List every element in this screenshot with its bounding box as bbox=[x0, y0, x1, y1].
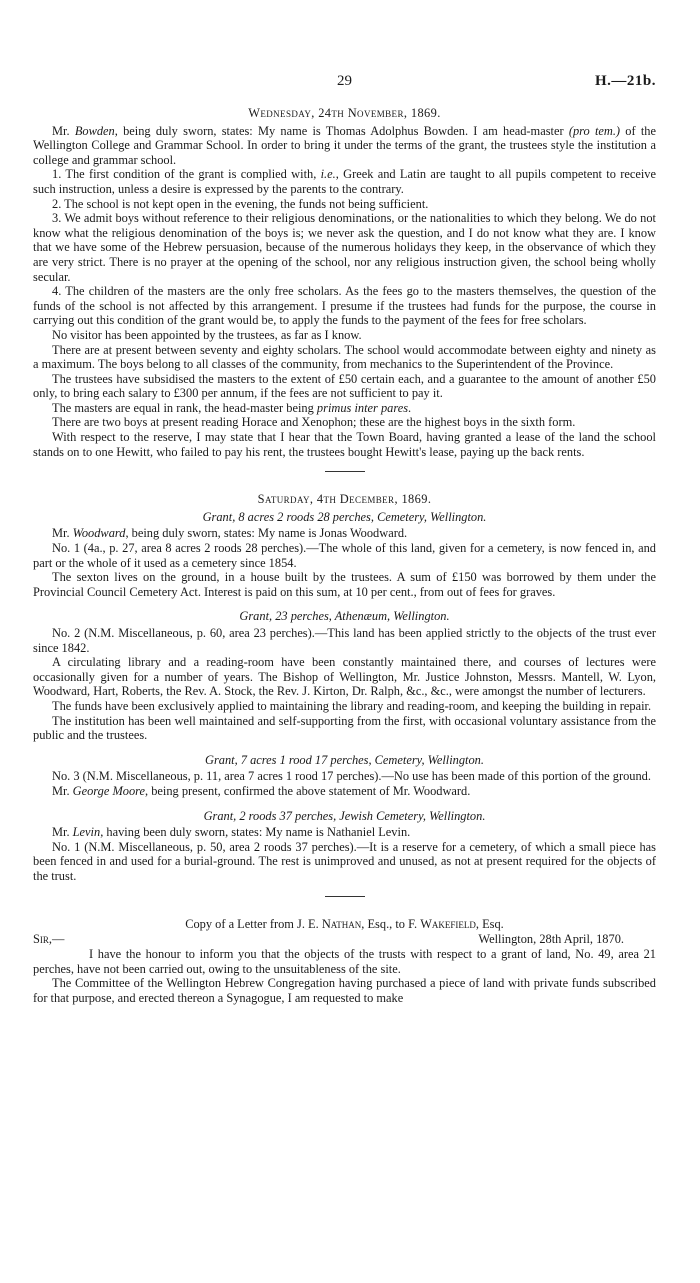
letter-salutation: Sir,— bbox=[33, 932, 65, 947]
section-divider bbox=[325, 896, 365, 897]
grant-heading: Grant, 2 roods 37 perches, Jewish Cemetery, Wellington. bbox=[203, 808, 486, 823]
paragraph: The sexton lives on the ground, in a house built by the trustees. A sum of £150 was borrowed by them under the Provincial Council Cemetery Act. Interest is paid on this sum, at 10 per cent., from out of fees for graves. bbox=[33, 570, 656, 599]
paragraph: No. 1 (4a., p. 27, area 8 acres 2 roods 28 perches).—The whole of this land, given for a cemetery, is now fenced in, and part or the whole of it used as a cemetery since 1854. bbox=[33, 541, 656, 570]
letter-title: Copy of a Letter from J. E. Nathan, Esq., to F. Wakefield, Esq. bbox=[185, 916, 504, 931]
paragraph: Mr. George Moore, being present, confirmed the above statement of Mr. Woodward. bbox=[52, 783, 471, 798]
cemetery-testimony bbox=[33, 526, 656, 599]
paragraph: The masters are equal in rank, the head-master being primus inter pares. bbox=[52, 400, 412, 415]
paragraph: 4. The children of the masters are the only free scholars. As the fees go to the masters themselves, the question of the funds of the school is not affected by this arrangement. I presume if the trustees had funds for the purpose, the course in carrying out this condition of the grant would be, to apply the funds to the payment of the fees for free scholars. bbox=[33, 284, 656, 328]
paragraph: A circulating library and a reading-room have been constantly maintained there, and courses of lectures were occasionally given for a number of years. The Bishop of Wellington, Mr. Justice Johnston, Messrs. Mantell, W. Lyon, Woodward, Hart, Roberts, the Rev. A. Stock, the Rev. J. Kirton, Dr. Ralph, &c., &c., were amongst the number of lecturers. bbox=[33, 655, 656, 699]
page-header bbox=[33, 74, 656, 92]
letter-place-date: Wellington, 28th April, 1870. bbox=[478, 932, 624, 947]
session-date-heading: Saturday, 4th December, 1869. bbox=[257, 492, 432, 507]
paragraph: Mr. Woodward, being duly sworn, states: My name is Jonas Woodward. bbox=[52, 526, 408, 541]
paragraph: Mr. Bowden, being duly sworn, states: My name is Thomas Adolphus Bowden. I am head-master (pro tem.) of the Wellington College and Grammar School. In order to bring it under the terms of the grant, the trustees style the institution a college and grammar school. bbox=[33, 123, 657, 167]
bowden-testimony bbox=[33, 124, 656, 460]
section-divider bbox=[325, 471, 365, 472]
grant-heading: Grant, 8 acres 2 roods 28 perches, Cemetery, Wellington. bbox=[202, 509, 487, 524]
paragraph: No. 3 (N.M. Miscellaneous, p. 11, area 7 acres 1 rood 17 perches).—No use has been made of this portion of the ground. bbox=[52, 769, 651, 784]
document-code: H.—21b. bbox=[594, 73, 656, 89]
session-date-heading: Wednesday, 24th November, 1869. bbox=[248, 106, 441, 120]
grant-heading: Grant, 7 acres 1 rood 17 perches, Cemetery, Wellington. bbox=[205, 752, 484, 767]
paragraph: 2. The school is not kept open in the evening, the funds not being sufficient. bbox=[52, 196, 429, 211]
paragraph: There are at present between seventy and eighty scholars. The school would accommodate between eighty and ninety as a maximum. The boys belong to all classes of the community, from mechanics to the Superintendent of the Province. bbox=[33, 342, 656, 372]
letter-body bbox=[33, 947, 656, 1005]
page-number: 29 bbox=[337, 73, 352, 89]
paragraph: No. 2 (N.M. Miscellaneous, p. 60, area 23 perches).—This land has been applied strictly to the objects of the trust ever since 1842. bbox=[33, 626, 656, 655]
athenaeum-testimony bbox=[33, 626, 656, 743]
page-body bbox=[33, 106, 656, 1005]
grant-heading: Grant, 23 perches, Athenæum, Wellington. bbox=[239, 609, 450, 624]
paragraph: I have the honour to inform you that the objects of the trusts with respect to a grant of land, No. 49, area 21 perches, have not been carried out, owing to the unsuitableness of the site. bbox=[33, 947, 656, 976]
paragraph: No visitor has been appointed by the trustees, as far as I know. bbox=[52, 327, 362, 342]
jewish-cemetery-testimony bbox=[33, 825, 656, 883]
paragraph: Mr. Levin, having been duly sworn, states: My name is Nathaniel Levin. bbox=[52, 825, 411, 840]
paragraph: 3. We admit boys without reference to their religious denominations, or the nationalities to which they belong. We do not know what the religious denomination of the boys is; we never ask the question, and I do not know what they are. I know that we have some of the Hebrew persuasion, because of the numerous holidays they keep, in the observance of which they are very strict. There is no prayer at the opening of the school, nor any religious instruction given, the school being wholly secular. bbox=[33, 211, 656, 284]
paragraph: No. 1 (N.M. Miscellaneous, p. 50, area 2 roods 37 perches).—It is a reserve for a cemetery, of which a small piece has been fenced in and used for a burial-ground. The rest is unimproved and unused, as not at present required for the objects of the trust. bbox=[33, 839, 656, 883]
letter-header-line bbox=[33, 932, 656, 947]
paragraph: The Committee of the Wellington Hebrew Congregation having purchased a piece of land with private funds subscribed for that purpose, and erected thereon a Synagogue, I am requested to make bbox=[33, 976, 656, 1005]
paragraph: 1. The first condition of the grant is complied with, i.e., Greek and Latin are taught to all pupils competent to receive such instruction, unless a desire is expressed by the parents to the contrary. bbox=[33, 167, 656, 196]
paragraph: There are two boys at present reading Horace and Xenophon; these are the highest boys in the sixth form. bbox=[52, 415, 576, 430]
paragraph: The trustees have subsidised the masters to the extent of £50 certain each, and a guarantee to the amount of another £50 only, to bring each salary to £300 per annum, if the fees are not sufficient to pay it. bbox=[33, 371, 656, 401]
paragraph: With respect to the reserve, I may state that I hear that the Town Board, having granted a lease of the land the school stands on to one Hewitt, who failed to pay his rent, the trustees bought Hewitt's lease, paying up the back rents. bbox=[33, 430, 656, 459]
paragraph: The funds have been exclusively applied to maintaining the library and reading-room, and keeping the building in repair. bbox=[52, 698, 652, 713]
paragraph: The institution has been well maintained and self-supporting from the first, with occasional voluntary assistance from the public and the trustees. bbox=[33, 713, 656, 743]
second-cemetery-testimony bbox=[33, 769, 656, 798]
